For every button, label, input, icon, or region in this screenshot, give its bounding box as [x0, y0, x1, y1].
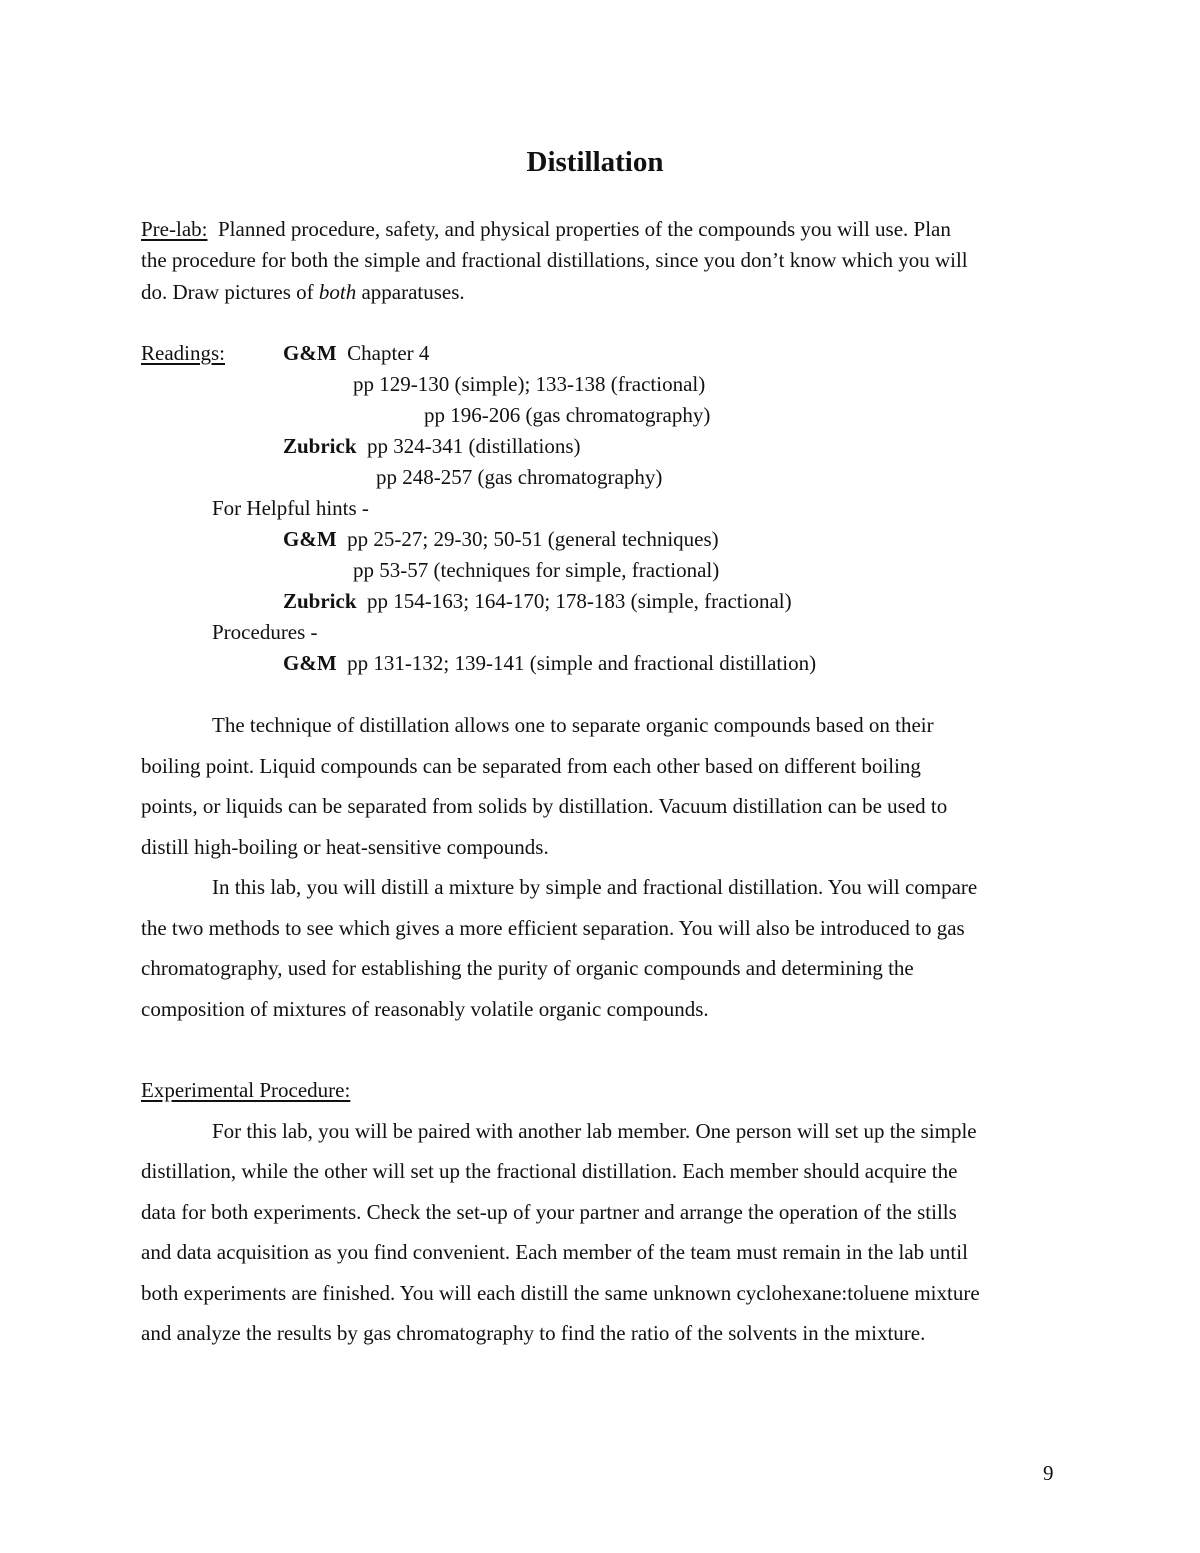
experimental-line-6: and analyze the results by gas chromatography to find the ratio of the solvents in the mixture.: [141, 1321, 926, 1345]
readings-zubrick-1: [283, 433, 581, 459]
procedures-label: Procedures -: [212, 620, 318, 644]
readings-gm-1: [283, 340, 429, 366]
readings-gm-1-pp2: pp 196-206 (gas chromatography): [424, 403, 711, 427]
prelab-line-1: [141, 216, 951, 242]
intro-p2-line-2: the two methods to see which gives a more efficient separation. You will also be introduced to gas: [141, 916, 965, 940]
experimental-line-4: and data acquisition as you find convenient. Each member of the team must remain in the lab until: [141, 1240, 968, 1264]
source-gm: G&M: [283, 341, 337, 365]
readings-gm-2: [283, 526, 719, 552]
experimental-line-2: distillation, while the other will set up the fractional distillation. Each member should acquire the: [141, 1159, 958, 1183]
page-title: Distillation: [526, 146, 664, 178]
source-gm: G&M: [283, 651, 337, 675]
prelab-text-3a: do. Draw pictures of: [141, 280, 319, 304]
readings-gm-2-text: pp 25-27; 29-30; 50-51 (general techniques): [347, 527, 719, 551]
source-gm: G&M: [283, 527, 337, 551]
prelab-italic-both: both: [318, 280, 357, 304]
readings-gm-1-pp1: pp 129-130 (simple); 133-138 (fractional): [353, 372, 706, 396]
prelab-text-3b: apparatuses.: [356, 280, 465, 304]
readings-zubrick-1-text: pp 324-341 (distillations): [367, 434, 581, 458]
intro-p2-line-3: chromatography, used for establishing the purity of organic compounds and determining the: [141, 956, 914, 980]
readings-label: Readings:: [141, 341, 225, 365]
helpful-hints-label: For Helpful hints -: [212, 496, 369, 520]
readings-gm-3-text: pp 131-132; 139-141 (simple and fractional distillation): [347, 651, 817, 675]
intro-p1-line-4: distill high-boiling or heat-sensitive compounds.: [141, 835, 549, 859]
prelab-text-1: Planned procedure, safety, and physical properties of the compounds you will use. Plan: [217, 217, 951, 241]
readings-zubrick-2: [283, 588, 792, 614]
experimental-heading: Experimental Procedure:: [141, 1078, 351, 1102]
experimental-line-5: both experiments are finished. You will each distill the same unknown cyclohexane:toluene mixture: [141, 1281, 980, 1305]
source-zubrick: Zubrick: [283, 589, 357, 613]
experimental-line-3: data for both experiments. Check the set-up of your partner and arrange the operation of the stills: [141, 1200, 957, 1224]
intro-p2-line-1: In this lab, you will distill a mixture by simple and fractional distillation. You will compare: [212, 875, 978, 899]
readings-gm-2-pp2: pp 53-57 (techniques for simple, fractional): [353, 558, 720, 582]
experimental-line-1: For this lab, you will be paired with another lab member. One person will set up the simple: [212, 1119, 977, 1143]
prelab-line-3: [141, 279, 465, 305]
readings-zubrick-2-text: pp 154-163; 164-170; 178-183 (simple, fractional): [367, 589, 792, 613]
readings-gm-3: [283, 650, 816, 676]
readings-gm-1-text: Chapter 4: [347, 341, 430, 365]
source-zubrick: Zubrick: [283, 434, 357, 458]
readings-zubrick-1-pp2: pp 248-257 (gas chromatography): [376, 465, 663, 489]
prelab-label: Pre-lab:: [141, 217, 208, 241]
intro-p2-line-4: composition of mixtures of reasonably volatile organic compounds.: [141, 997, 709, 1021]
intro-p1-line-1: The technique of distillation allows one to separate organic compounds based on their: [212, 713, 934, 737]
page-number: 9: [1043, 1461, 1054, 1485]
intro-p1-line-3: points, or liquids can be separated from solids by distillation. Vacuum distillation can be used to: [141, 794, 948, 818]
intro-p1-line-2: boiling point. Liquid compounds can be separated from each other based on different boiling: [141, 754, 921, 778]
prelab-line-2: the procedure for both the simple and fractional distillations, since you don’t know which you will: [141, 248, 968, 272]
